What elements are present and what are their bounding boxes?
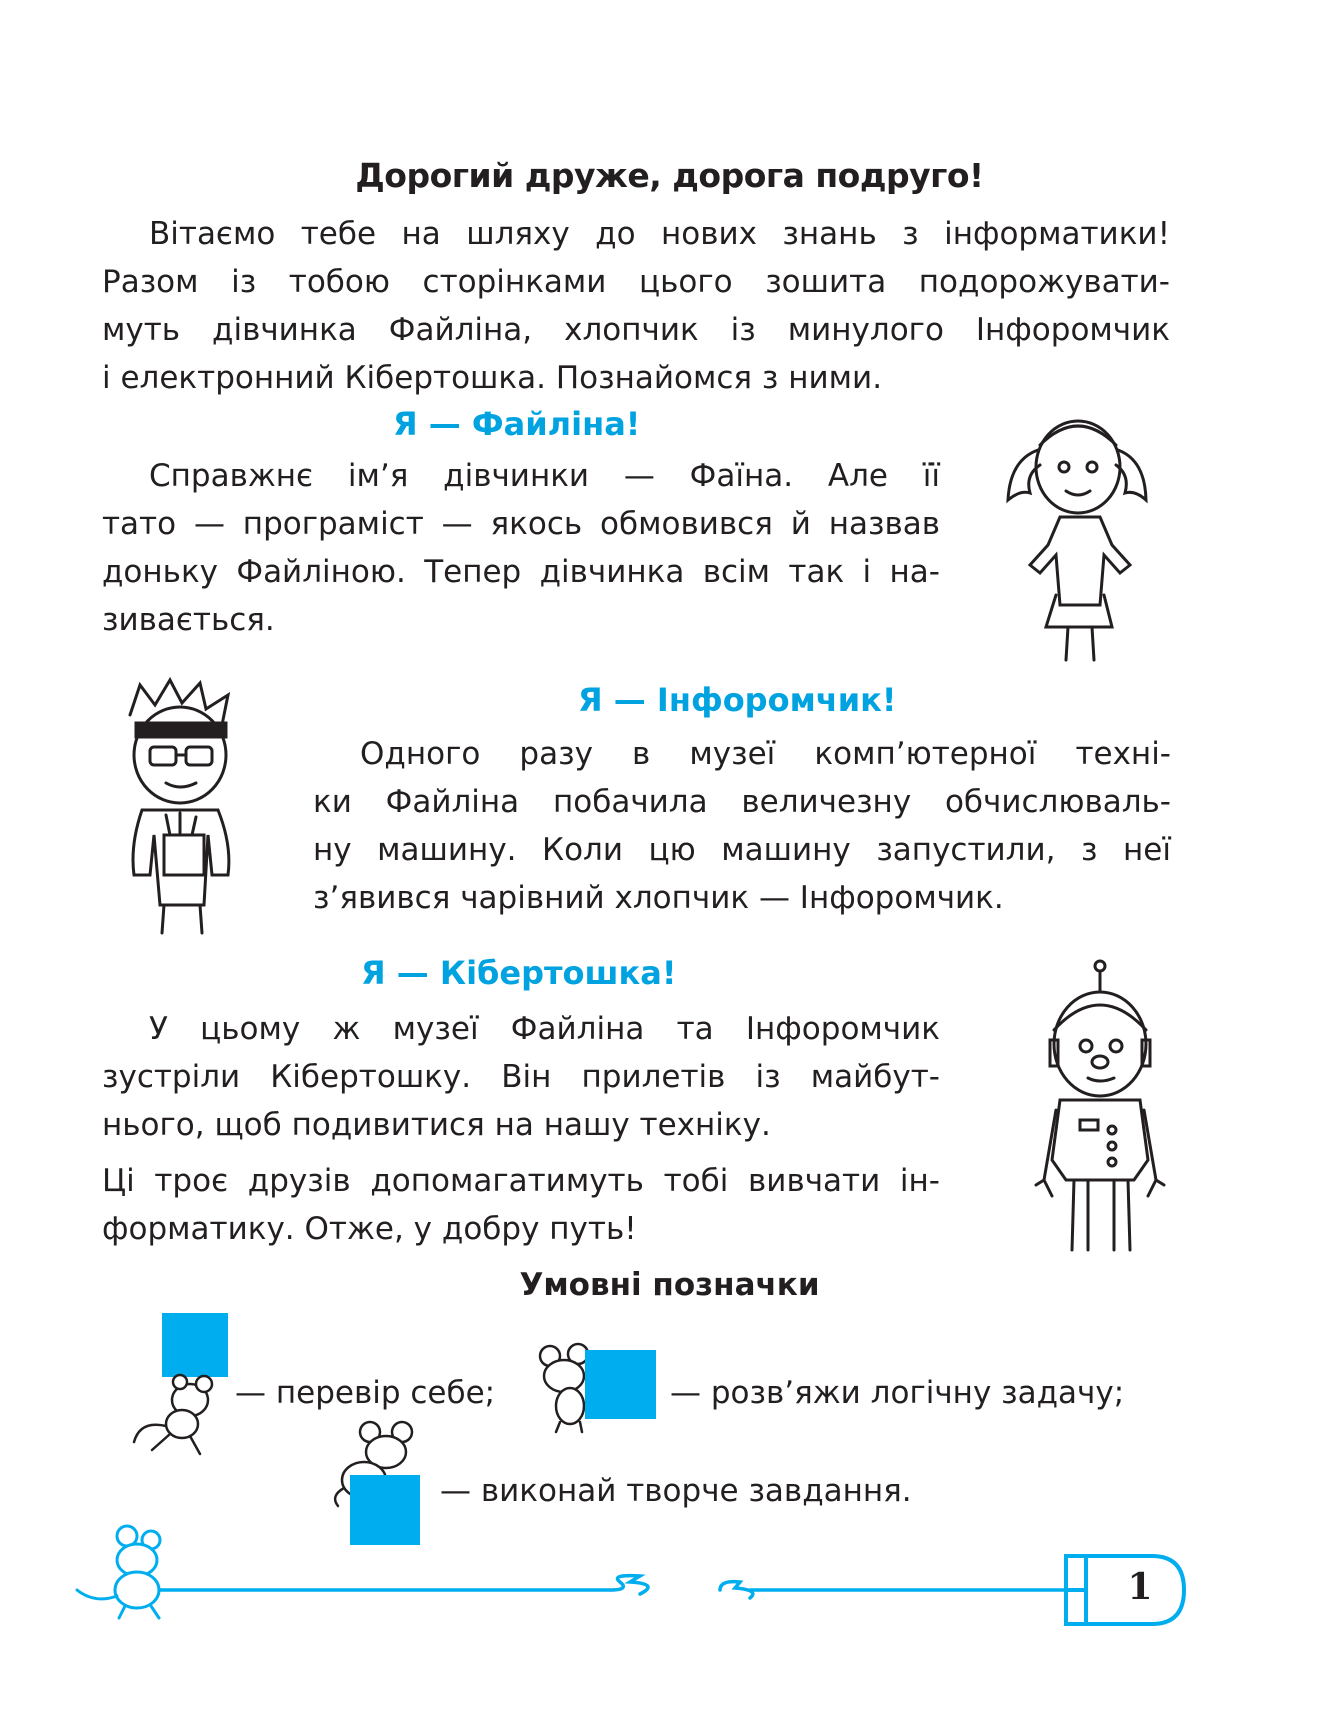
intro-line: Разом із тобою сторінками цього зошита подорожувати- [102,264,1170,300]
failina-paragraph [102,452,940,644]
page-number: 1 [1127,1566,1153,1608]
failina-line: зивається. [102,602,275,638]
heading-kibertoshka: Я — Кібертошка! [361,954,677,992]
inforomchyk-line: ну машину. Коли цю машину запустили, з неї [313,832,1171,868]
kibertoshka-paragraph [102,1005,940,1149]
page-title: Дорогий друже, дорога подруго! [355,156,984,195]
heading-failina: Я — Файліна! [393,405,641,443]
footer-line-icon [160,1560,1160,1620]
failina-line: Справжнє ім’я дівчинки — Фаїна. Але її [149,458,940,494]
legend-text-logic: — розв’яжи логічну задачу; [670,1375,1125,1411]
legend-title: Умовні позначки [519,1267,820,1303]
legend-text-creative: — виконай творче завдання. [440,1473,912,1509]
inforomchyk-line: ки Файліна побачила величезну обчислюваль- [313,784,1171,820]
kibertoshka-line: У цьому ж музеї Файліна та Інфоромчик [149,1011,940,1047]
closing-line: форматику. Отже, у добру путь! [102,1211,637,1247]
boy-inforomchyk-icon [100,675,260,935]
inforomchyk-paragraph [313,730,1171,922]
intro-line: Вітаємо тебе на шляху до нових знань з інформатики! [149,216,1170,252]
blue-square-icon [585,1350,656,1419]
girl-failina-icon [1000,405,1150,665]
closing-paragraph [102,1157,940,1253]
intro-line: муть дівчинка Файліна, хлопчик із минулого Інфоромчик [102,312,1170,348]
kibertoshka-line: зустріли Кібертошку. Він прилетів із майбут- [102,1059,940,1095]
closing-line: Ці троє друзів допомагатимуть тобі вивчати ін- [102,1163,940,1199]
mouse-running-icon [130,1370,230,1460]
kibertoshka-line: нього, щоб подивитися на нашу техніку. [102,1107,771,1143]
failina-line: тато — програміст — якось обмовився й назвав [102,506,940,542]
inforomchyk-line: Одного разу в музеї комп’ютерної техні- [360,736,1171,772]
intro-line: і електронний Кібертошка. Познайомся з ними. [102,360,883,396]
inforomchyk-line: з’явився чарівний хлопчик — Інфоромчик. [313,880,1004,916]
robot-kibertoshka-icon [1030,960,1170,1255]
intro-paragraph [102,210,1170,402]
blue-square-icon [350,1475,420,1545]
failina-line: доньку Файліною. Тепер дівчинка всім так і на- [102,554,940,590]
legend-text-check: — перевір себе; [235,1375,496,1411]
heading-inforomchyk: Я — Інфоромчик! [578,681,897,719]
blue-square-icon [162,1313,228,1377]
